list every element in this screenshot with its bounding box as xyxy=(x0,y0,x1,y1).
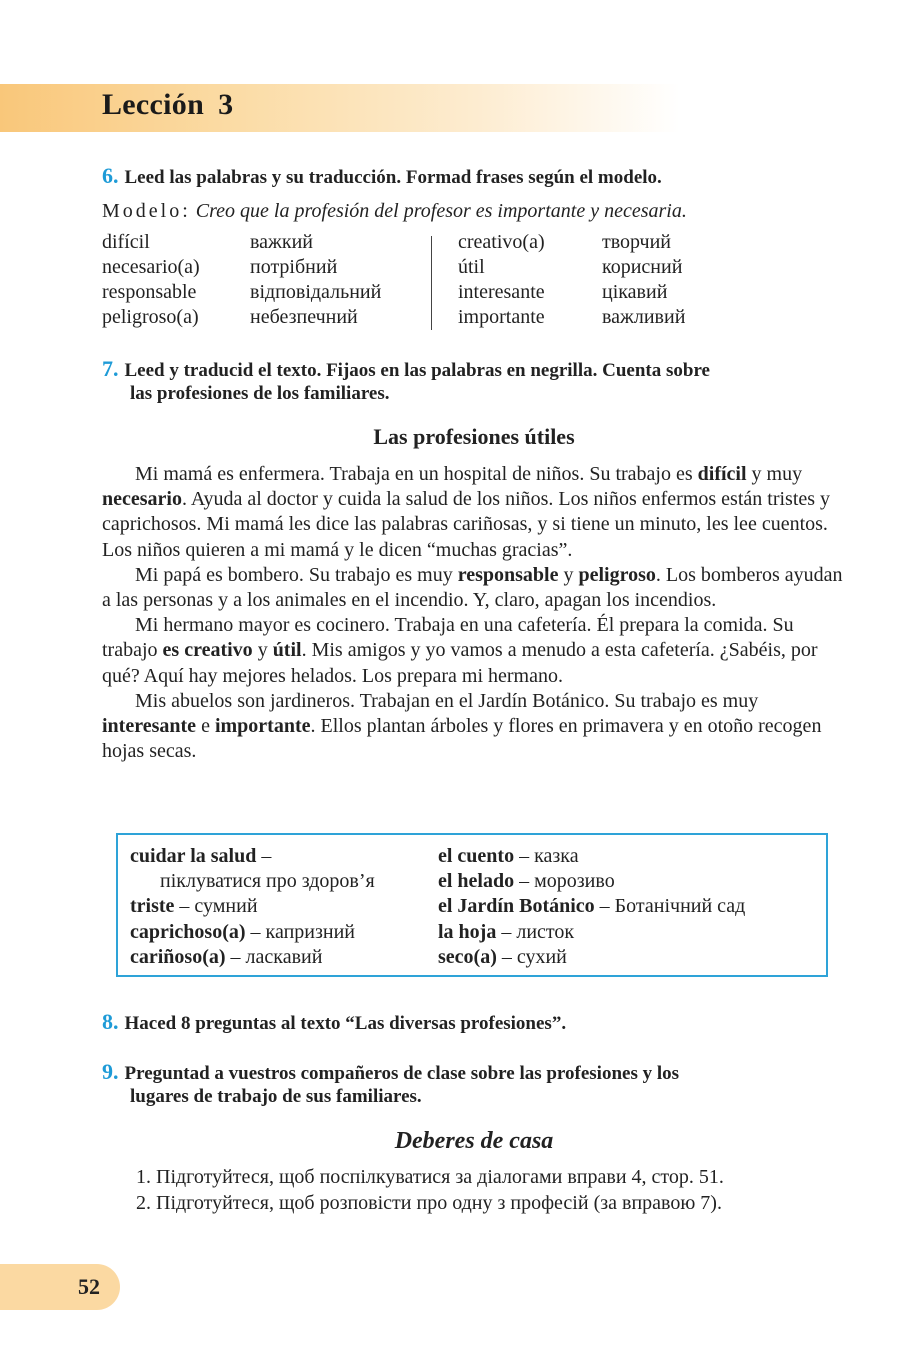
vocab-spanish: útil xyxy=(458,256,485,278)
vocab-row xyxy=(102,255,381,280)
vocab-row xyxy=(458,255,685,280)
vocab-ukrainian: творчий xyxy=(602,231,672,253)
vocab-row xyxy=(102,280,381,305)
glossary-entry xyxy=(130,945,375,970)
task-number: 7. xyxy=(102,356,119,381)
keyword: peligroso xyxy=(578,563,656,586)
paragraph xyxy=(102,613,846,689)
vocab-row xyxy=(458,305,685,330)
keyword: útil xyxy=(272,639,302,662)
page-number-tab xyxy=(0,1264,120,1310)
glossary-dash: – xyxy=(514,870,535,893)
text-span: . Los bomberos ayudan a las personas y a los animales en el incendio. Y, claro, apagan los incendios. xyxy=(102,563,843,612)
task-8-instruction xyxy=(102,1010,847,1035)
vocab-ukrainian: потрібний xyxy=(250,256,338,278)
text-span: Mi mamá es enfermera. Trabaja en un hospital de niños. Su trabajo es xyxy=(135,463,698,485)
paragraph xyxy=(102,462,846,563)
homework-list xyxy=(136,1165,724,1216)
glossary-term: seco(a) xyxy=(438,945,497,968)
model-sentence xyxy=(102,200,687,223)
task-text-line-1: Preguntad a vuestros compañeros de clase sobre las profesiones y los xyxy=(124,1063,680,1084)
vocab-list-right xyxy=(458,230,685,330)
vocab-ukrainian: важкий xyxy=(250,231,313,253)
glossary-entry xyxy=(130,844,375,869)
glossary-entry xyxy=(438,894,745,919)
task-9-instruction xyxy=(102,1060,847,1108)
task-number: 8. xyxy=(102,1009,119,1034)
homework-item: 2. Підготуйтеся, щоб розповісти про одну з професій (за вправою 7). xyxy=(136,1191,722,1214)
vocab-row xyxy=(102,230,381,255)
glossary-definition: піклуватися про здоров’я xyxy=(160,870,375,893)
glossary-dash: – xyxy=(245,920,266,943)
text-span: . Ayuda al doctor y cuida la salud de los niños. Los niños enfermos están tristes y caprichosos. Mi mamá les dice las palabras cariñosas, y si tiene un minuto, les lee cuentos. Los niños quieren a mi mamá y le dicen “muchas gracias”. xyxy=(102,488,831,561)
glossary-dash: – xyxy=(225,945,246,968)
text-span: e xyxy=(196,715,215,738)
vocab-ukrainian: корисний xyxy=(602,256,683,278)
vocab-divider xyxy=(431,236,432,330)
glossary-column-right xyxy=(438,844,745,970)
task-6-instruction xyxy=(102,164,847,189)
glossary-term: triste xyxy=(130,895,175,918)
task-text-line-1: Leed y traducid el texto. Fijaos en las palabras en negrilla. Cuenta sobre xyxy=(124,360,710,381)
vocab-spanish: creativo(a) xyxy=(458,231,545,253)
model-example: Creo que la profesión del profesor es importante y necesaria. xyxy=(195,200,687,222)
glossary-term: caprichoso(a) xyxy=(130,920,246,943)
glossary-dash: – xyxy=(256,845,272,867)
glossary-term: el Jardín Botánico xyxy=(438,895,595,918)
glossary-definition: листок xyxy=(516,920,575,943)
glossary-term: cariñoso(a) xyxy=(130,945,226,968)
keyword: necesario xyxy=(102,488,182,511)
lesson-title xyxy=(102,88,233,122)
task-text: Leed las palabras y su traducción. Formad frases según el modelo. xyxy=(124,167,662,188)
task-text: Haced 8 preguntas al texto “Las diversas profesiones”. xyxy=(124,1013,567,1034)
glossary-dash: – xyxy=(514,845,535,867)
glossary-entry xyxy=(130,894,375,919)
vocab-spanish: necesario(a) xyxy=(102,256,200,278)
glossary-entry xyxy=(438,945,745,970)
glossary-definition: сухий xyxy=(516,945,567,968)
vocab-spanish: responsable xyxy=(102,281,197,303)
glossary-entry xyxy=(438,844,745,869)
keyword: es creativo xyxy=(162,639,253,662)
glossary-definition: морозиво xyxy=(534,870,615,893)
glossary-entry xyxy=(130,920,375,945)
task-number: 9. xyxy=(102,1059,119,1084)
glossary-dash: – xyxy=(174,895,195,918)
text-span: Mi hermano mayor es cocinero. Trabaja en una cafetería. Él prepara la comida. Su trabajo xyxy=(102,614,794,662)
keyword: difícil xyxy=(697,463,747,485)
text-span: . Mis amigos y yo vamos a menudo a esta cafetería. ¿Sabéis, por qué? Aquí hay mejores helados. Los prepara mi hermano. xyxy=(102,639,818,687)
lesson-number: 3 xyxy=(218,88,234,121)
task-7-instruction xyxy=(102,357,847,405)
text-span: y xyxy=(252,639,273,662)
glossary-dash: – xyxy=(594,895,615,918)
vocab-row xyxy=(458,280,685,305)
glossary-term: cuidar la salud xyxy=(130,845,257,867)
glossary-dash: – xyxy=(496,920,517,943)
reading-title: Las profesiones útiles xyxy=(373,424,575,449)
text-span: y xyxy=(558,563,579,586)
model-label: Modelo: xyxy=(102,200,191,222)
glossary-definition: сумний xyxy=(194,895,258,918)
glossary-entry xyxy=(438,920,745,945)
page-number: 52 xyxy=(78,1274,100,1299)
glossary-box xyxy=(116,833,828,977)
task-number: 6. xyxy=(102,163,119,188)
vocab-ukrainian: цікавий xyxy=(602,281,668,303)
vocab-row xyxy=(102,305,381,330)
task-text-line-2: lugares de trabajo de sus familiares. xyxy=(130,1086,422,1107)
vocab-ukrainian: важливий xyxy=(602,306,686,328)
vocab-ukrainian: небезпечний xyxy=(250,306,358,328)
vocab-row xyxy=(458,230,685,255)
glossary-term: el cuento xyxy=(438,845,515,867)
task-text-line-2: las profesiones de los familiares. xyxy=(130,383,390,404)
paragraph xyxy=(102,563,846,613)
vocab-spanish: interesante xyxy=(458,281,545,303)
glossary-definition: ласкавий xyxy=(245,945,323,968)
glossary-definition: капризний xyxy=(265,920,355,943)
homework-title: Deberes de casa xyxy=(394,1128,554,1154)
keyword: responsable xyxy=(457,563,559,586)
vocab-list-left xyxy=(102,230,381,330)
homework-item: 1. Підготуйтеся, щоб поспілкуватися за діалогами вправи 4, стор. 51. xyxy=(136,1166,724,1188)
glossary-column-left xyxy=(130,844,375,970)
vocab-spanish: peligroso(a) xyxy=(102,306,199,328)
glossary-definition: Ботанічний сад xyxy=(614,895,746,918)
glossary-term: la hoja xyxy=(438,920,497,943)
vocab-ukrainian: відповідальний xyxy=(250,281,382,303)
reading-text xyxy=(102,462,846,764)
text-span: Mis abuelos son jardineros. Trabajan en el Jardín Botánico. Su trabajo es muy xyxy=(135,689,759,712)
lesson-label: Lección xyxy=(102,88,205,121)
text-span: y muy xyxy=(746,463,803,485)
keyword: interesante xyxy=(102,715,197,738)
vocab-spanish: difícil xyxy=(102,231,150,253)
glossary-definition: казка xyxy=(534,845,579,867)
keyword: importante xyxy=(214,715,311,738)
text-span: Mi papá es bombero. Su trabajo es muy xyxy=(135,563,458,586)
glossary-dash: – xyxy=(496,945,517,968)
glossary-entry xyxy=(130,869,375,894)
paragraph xyxy=(102,689,846,765)
text-span: . Ellos plantan árboles y flores en primavera y en otoño recogen hojas secas. xyxy=(102,715,822,763)
glossary-term: el helado xyxy=(438,870,515,893)
glossary-entry xyxy=(438,869,745,894)
vocab-spanish: importante xyxy=(458,306,545,328)
